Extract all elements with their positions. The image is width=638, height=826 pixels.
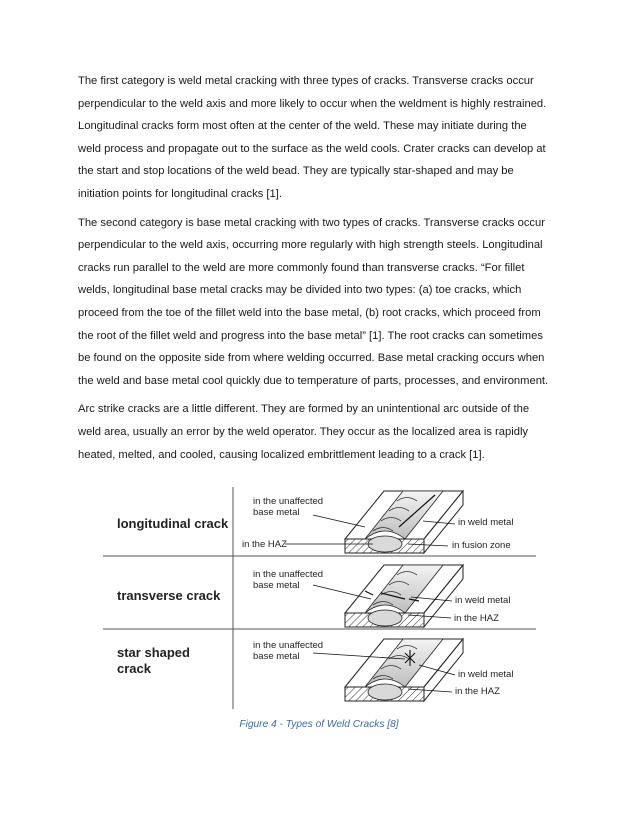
text-line: welds, longitudinal base metal cracks may be divided into two types: (a) toe cracks, which — [78, 284, 522, 297]
annotation-weld-metal: in weld metal — [455, 595, 511, 606]
annotation-haz: in the HAZ — [454, 613, 499, 624]
text-line: cracks run parallel to the weld are more commonly found than transverse cracks. “For fillet — [78, 261, 525, 274]
text-line: perpendicular to the weld axis and more likely to occur when the weldment is highly restrained. — [78, 97, 547, 110]
paragraph-weld-metal-cracking — [78, 70, 568, 206]
text-line: proceed from the toe of the fillet weld into the base metal, (b) root cracks, which proceed from — [78, 306, 541, 319]
paragraph-arc-strike-cracks — [78, 398, 568, 466]
figure-caption: Figure 4 - Types of Weld Cracks [8] — [239, 719, 399, 730]
text-line: the weld and base metal cool quickly due to temperature of parts, processes, and environment. — [78, 374, 549, 387]
text-line: Arc strike cracks are a little different. They are formed by an unintentional arc outside of the — [78, 403, 530, 416]
text-line: perpendicular to the weld axis, occurring more regularly with high strength steels. Longitudinal — [78, 239, 543, 252]
annotation-unaffected-base-metal: in the unaffected base metal — [253, 640, 324, 662]
annotation-weld-metal: in weld metal — [458, 669, 514, 680]
text-line: The second category is base metal cracking with two types of cracks. Transverse cracks occur — [78, 216, 545, 229]
row-label-transverse: transverse crack — [117, 588, 221, 603]
body-text — [78, 70, 568, 472]
paragraph-base-metal-cracking — [78, 212, 568, 393]
text-line: weld area, usually an error by the weld operator. They occur as the localized area is rapidly — [78, 425, 529, 438]
row-label-longitudinal: longitudinal crack — [117, 516, 229, 531]
row-label-star-shaped: star shaped crack — [117, 645, 190, 676]
annotation-weld-metal: in weld metal — [458, 517, 514, 528]
weld-cracks-figure — [103, 487, 536, 709]
text-line: be found on the opposite side from where welding occurred. Base metal cracking occurs when — [78, 352, 545, 365]
text-line: initiation points for longitudinal cracks [1]. — [78, 187, 282, 200]
text-line: the start and stop locations of the weld bead. They are typically star-shaped and may be — [78, 165, 514, 178]
annotation-unaffected-base-metal: in the unaffected base metal — [253, 496, 324, 518]
text-line: The first category is weld metal cracking with three types of cracks. Transverse cracks occur — [78, 75, 534, 87]
text-line: heated, melted, and cooled, causing localized embrittlement leading to a crack [1]. — [78, 448, 485, 461]
annotation-haz: in the HAZ — [455, 686, 500, 697]
annotation-fusion-zone: in fusion zone — [452, 540, 511, 551]
annotation-haz: in the HAZ — [242, 539, 287, 550]
annotation-unaffected-base-metal: in the unaffected base metal — [253, 569, 324, 591]
text-line: weld process and propagate out to the surface as the weld cools. Crater cracks can develop at — [78, 142, 546, 155]
text-line: Longitudinal cracks form most often at the center of the weld. These may initiate during the — [78, 120, 527, 133]
text-line: the root of the fillet weld and progress into the base metal” [1]. The root cracks can sometimes — [78, 329, 543, 342]
